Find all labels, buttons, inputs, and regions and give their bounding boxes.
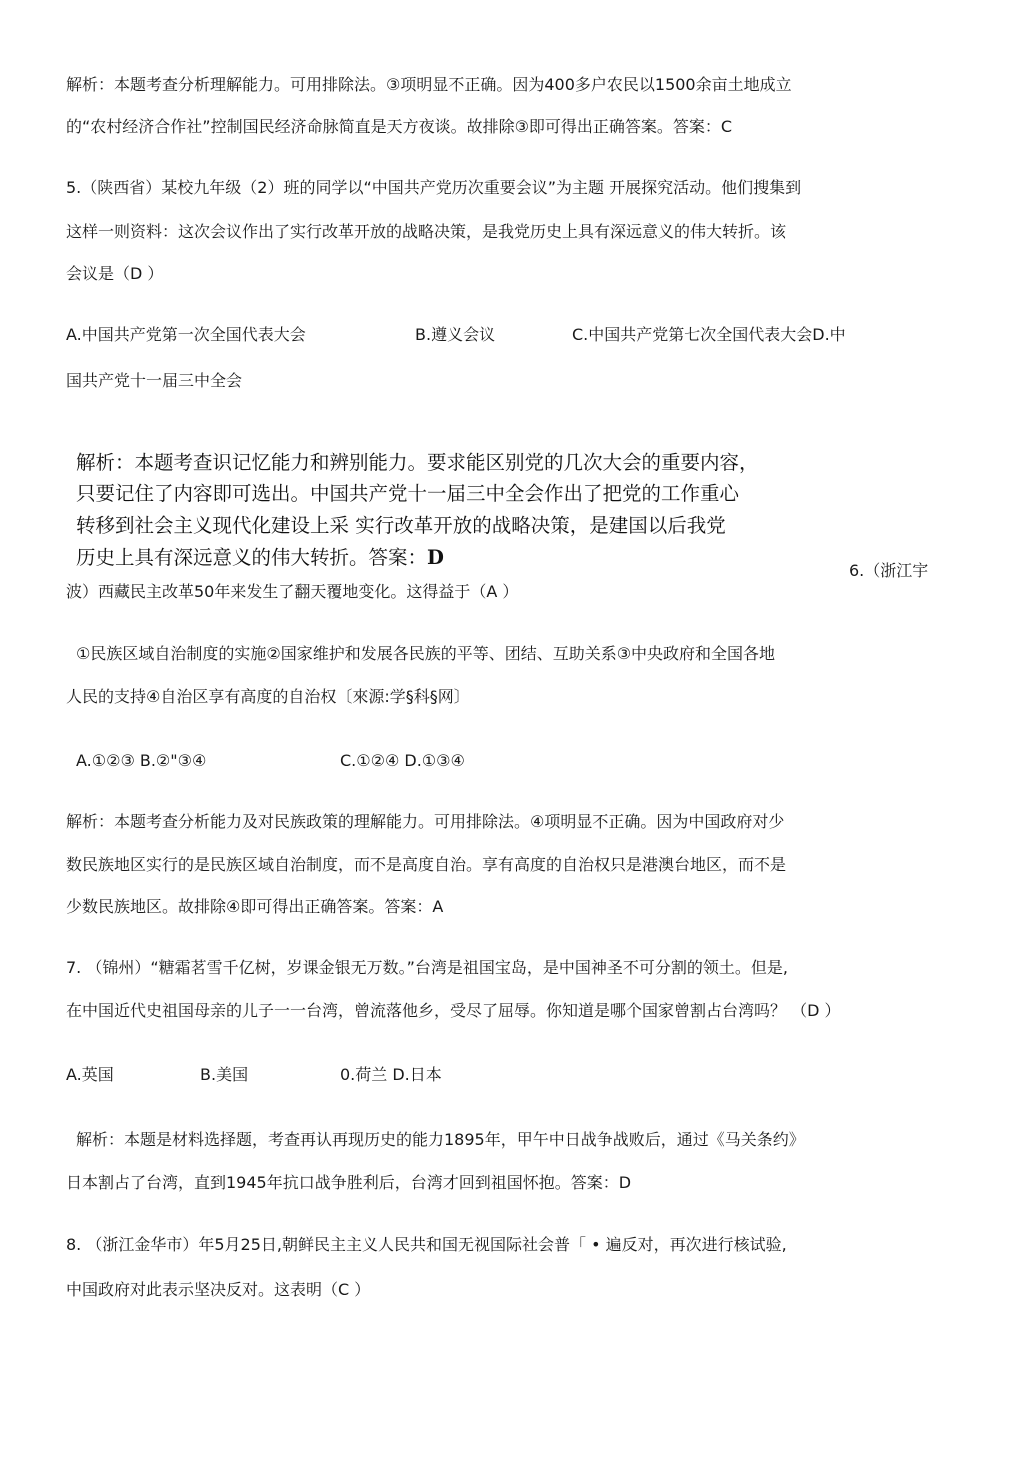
question-7-stem: 在中国近代史祖国母亲的儿子一一台湾，曾流落他乡，受尽了屈辱。你知道是哪个国家曾割占台湾吗？ （D ） [66, 1001, 841, 1020]
analysis-6-line: 数民族地区实行的是民族区域自治制度，而不是高度自治。享有高度的自治权只是港澳台地区，而不是 [66, 855, 787, 874]
analysis-line: 的“农村经济合作社”控制国民经济命脉简直是天方夜谈。故排除③即可得出正确答案。答案：C [66, 117, 733, 136]
question-5-option-c: C.中国共产党第七次全国代表大会D.中 [572, 325, 846, 344]
analysis-5-line: 只要记住了内容即可选出。中国共产党十一届三中全会作出了把党的工作重心 [76, 482, 740, 505]
question-7-stem: 7. （锦州）“糖霜茗雪千亿树，岁课金银无万数。”台湾是祖国宝岛，是中国神圣不可分割的领土。但是, [66, 958, 789, 977]
question-8-stem: 8. （浙江金华市）年5月25日,朝鲜民主主义人民共和国无视国际社会普「 • 遍反对，再次进行核试验, [66, 1235, 787, 1254]
question-8-stem: 中国政府对此表示坚决反对。这表明（C ） [66, 1280, 371, 1299]
analysis-7-line: 解析：本题是材料选择题，考查再认再现历史的能力1895年，甲午中日战争战败后，通过《马关条约》 [76, 1130, 805, 1149]
question-7-option-b: B.美国 [200, 1065, 249, 1084]
question-6-options-cd: C.①②④ D.①③④ [340, 751, 465, 770]
question-7-option-a: A.英国 [66, 1065, 114, 1084]
analysis-6-line: 解析：本题考查分析能力及对民族政策的理解能力。可用排除法。④项明显不正确。因为中国政府对少 [66, 812, 785, 831]
analysis-5-line: 解析：本题考查识记忆能力和辨别能力。要求能区别党的几次大会的重要内容， [76, 451, 759, 474]
analysis-6-line: 少数民族地区。故排除④即可得出正确答案。答案：A [66, 897, 444, 916]
question-5-option-d: 国共产党十一届三中全会 [66, 371, 243, 390]
analysis-5-line [76, 546, 444, 570]
question-6-items: 人民的支持④自治区享有高度的自治权〔來源:学§科§网〕 [66, 687, 470, 706]
question-5-option-b: B.遵义会议 [415, 325, 496, 344]
question-5-option-a: A.中国共产党第一次全国代表大会 [66, 325, 306, 344]
question-6-stem: 6.（浙江宇 [849, 561, 929, 580]
question-5-stem: 这样一则资料：这次会议作出了实行改革开放的战略决策，是我党历史上具有深远意义的伟大转折。该 [66, 222, 787, 241]
analysis-5-text: 历史上具有深远意义的伟大转折。答案： [76, 546, 428, 569]
question-7-options-cd: 0.荷兰 D.日本 [340, 1065, 442, 1084]
question-6-options-ab: A.①②③ B.②"③④ [76, 751, 207, 770]
question-6-items: ①民族区域自治制度的实施②国家维护和发展各民族的平等、团结、互助关系③中央政府和全国各地 [76, 644, 776, 663]
analysis-5-answer: D [427, 546, 444, 569]
question-5-stem: 会议是（D ） [66, 264, 164, 283]
question-5-stem: 5.（陕西省）某校九年级（2）班的同学以“中国共产党历次重要会议”为主题 开展探究活动。他们搜集到 [66, 178, 802, 197]
analysis-line: 解析：本题考查分析理解能力。可用排除法。③项明显不正确。因为400多户农民以1500余亩土地成立 [66, 75, 792, 94]
analysis-7-line: 日本割占了台湾，直到1945年抗口战争胜利后，台湾才回到祖国怀抱。答案：D [66, 1173, 632, 1192]
question-6-stem: 波）西藏民主改革50年来发生了翻天覆地变化。这得益于（A ） [66, 582, 519, 601]
analysis-5-line: 转移到社会主义现代化建设上采 实行改革开放的战略决策，是建国以后我党 [76, 514, 726, 537]
